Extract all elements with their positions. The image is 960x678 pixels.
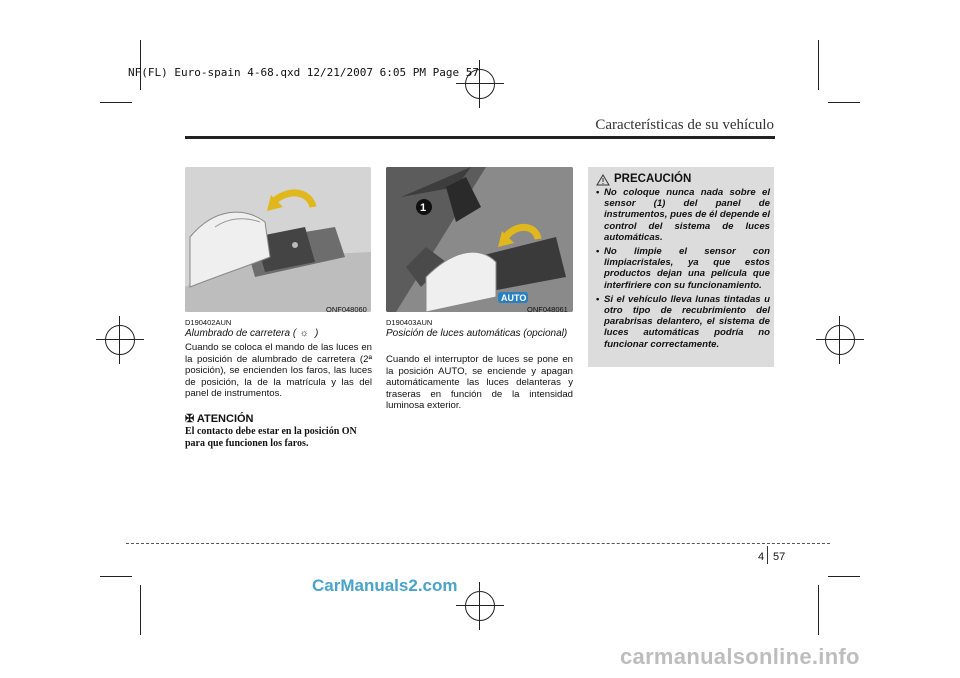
attention-title: ATENCIÓN <box>196 413 254 425</box>
attention-body: El contacto debe estar en la posición ON para que funcionen los faros. <box>185 426 357 449</box>
attention-heading <box>185 412 254 425</box>
subheading-highbeam-pre: Alumbrado de carretera ( <box>185 328 297 339</box>
light-symbol-icon <box>292 242 298 248</box>
callout-1-label: 1 <box>420 202 427 214</box>
watermark-link[interactable]: CarManuals2.com <box>312 576 458 595</box>
registration-mark-right <box>816 316 864 364</box>
precaution-title: PRECAUCIÓN <box>614 173 692 185</box>
print-slug: NF(FL) Euro-spain 4-68.qxd 12/21/2007 6:05 PM Page 57 <box>128 66 479 79</box>
ref-code-middle: D190403AUN <box>386 318 433 327</box>
figure-code-1: ONF048060 <box>326 305 367 314</box>
auto-badge-label: AUTO <box>501 293 527 303</box>
chapter-number: 4 <box>758 551 765 563</box>
subheading-auto: Posición de luces automáticas (opcional) <box>386 328 568 339</box>
section-title: Características de su vehículo <box>595 117 774 133</box>
precaution-item: • No limpie el sensor con limpiacristales, ya que estos productos dejan una película que interfiriere con su funcionamiento. <box>592 246 770 291</box>
figure-code-2: ONF048061 <box>527 305 568 314</box>
registration-mark-bottom <box>456 582 504 630</box>
title-rule <box>185 136 775 139</box>
figure-headlight-switch <box>185 167 371 312</box>
bottom-rule <box>126 543 830 544</box>
headlight-icon: ☼ <box>299 328 309 339</box>
body-highbeam: Cuando se coloca el mando de las luces en la posición de alumbrado de carretera (2ª posición), se encienden los faros, las luces de posición, la de la matrícula y las del panel de instrumentos. <box>185 342 372 400</box>
ref-code-left: D190402AUN <box>185 318 232 327</box>
page-number-divider <box>767 546 768 564</box>
page-number: 57 <box>773 551 786 563</box>
subheading-highbeam-post: ) <box>312 328 319 339</box>
registration-mark-left <box>96 316 144 364</box>
precaution-item: • No coloque nunca nada sobre el sensor (1) del panel de instrumentos, pues de él depende el control del sistema de luces automáticas. <box>592 187 770 243</box>
precaution-box <box>588 167 774 367</box>
attention-icon: ✠ <box>185 413 195 425</box>
precaution-item: • Si el vehículo lleva lunas tintadas u otro tipo de recubrimiento del parabrisas delantero, el sistema de luces automáticas podría no funcionar correctamente. <box>592 294 770 350</box>
figure-auto-switch <box>386 167 573 312</box>
precaution-list <box>592 187 770 353</box>
footer-site-link[interactable]: carmanualsonline.info <box>620 644 860 669</box>
body-auto: Cuando el interruptor de luces se pone en la posición AUTO, se enciende y apagan automáticamente las luces delanteras y traseras en función de la intensidad luminosa exterior. <box>386 354 573 412</box>
subheading-highbeam <box>185 328 318 339</box>
